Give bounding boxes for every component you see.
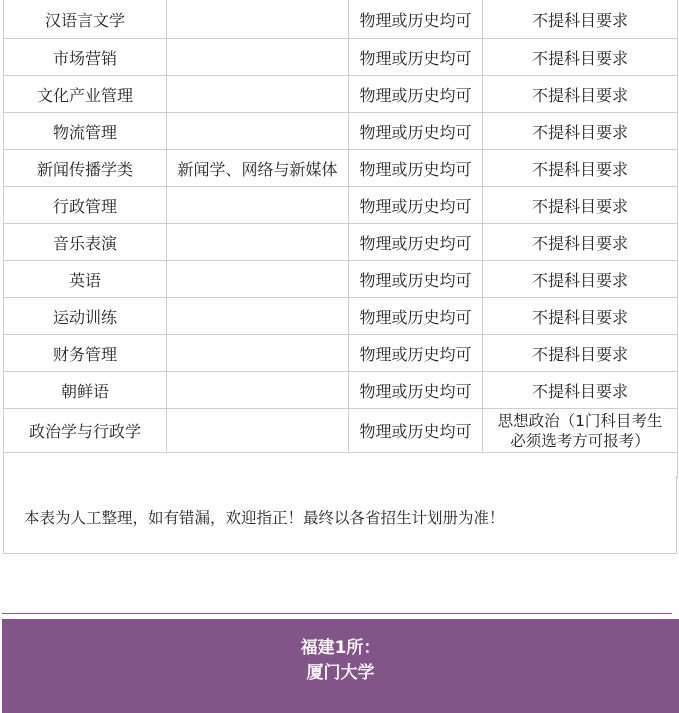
major-cell: 财务管理 (4, 335, 167, 372)
table-row (4, 0, 678, 39)
category-cell (167, 76, 349, 113)
table-row (4, 261, 678, 298)
subject-cell: 物理或历史均可 (349, 372, 483, 409)
requirement-cell: 不提科目要求 (483, 372, 678, 409)
subject-cell: 物理或历史均可 (349, 409, 483, 453)
category-cell (167, 113, 349, 150)
table-row (4, 76, 678, 113)
category-cell (167, 335, 349, 372)
section-divider (2, 613, 672, 614)
subject-cell: 物理或历史均可 (349, 298, 483, 335)
table-row (4, 150, 678, 187)
table-row (4, 409, 678, 453)
requirement-cell: 不提科目要求 (483, 298, 678, 335)
subject-cell: 物理或历史均可 (349, 335, 483, 372)
requirement-cell: 不提科目要求 (483, 224, 678, 261)
category-cell (167, 187, 349, 224)
major-cell: 英语 (4, 261, 167, 298)
subject-cell: 物理或历史均可 (349, 150, 483, 187)
requirement-cell: 不提科目要求 (483, 113, 678, 150)
table-row (4, 187, 678, 224)
subject-cell: 物理或历史均可 (349, 113, 483, 150)
table-row (4, 224, 678, 261)
table-row (4, 39, 678, 76)
major-cell: 新闻传播学类 (4, 150, 167, 187)
majors-table-container (3, 0, 677, 479)
note-text: 本表为人工整理，如有错漏，欢迎指正！最终以各省招生计划册为准！ (24, 509, 505, 527)
requirement-line: 思想政治（1门科目考生 (497, 411, 663, 430)
school-name: 厦门大学 (306, 663, 375, 683)
major-cell: 政治学与行政学 (4, 409, 167, 453)
major-cell: 运动训练 (4, 298, 167, 335)
requirement-cell: 不提科目要求 (483, 39, 678, 76)
requirement-cell: 不提科目要求 (483, 76, 678, 113)
major-cell: 音乐表演 (4, 224, 167, 261)
subject-cell: 物理或历史均可 (349, 39, 483, 76)
major-cell: 行政管理 (4, 187, 167, 224)
table-row (4, 372, 678, 409)
section-header (2, 619, 679, 713)
requirement-cell: 不提科目要求 (483, 187, 678, 224)
table-row (4, 298, 678, 335)
category-cell (167, 0, 349, 39)
major-cell: 物流管理 (4, 113, 167, 150)
subject-cell: 物理或历史均可 (349, 224, 483, 261)
category-cell (167, 409, 349, 453)
major-cell: 文化产业管理 (4, 76, 167, 113)
requirement-cell: 不提科目要求 (483, 261, 678, 298)
table-row (4, 113, 678, 150)
major-cell: 市场营销 (4, 39, 167, 76)
requirement-line: 必须选考方可报考） (510, 431, 650, 450)
note-box (3, 476, 677, 554)
requirement-cell: 不提科目要求 (483, 0, 678, 39)
category-cell (167, 261, 349, 298)
subject-cell: 物理或历史均可 (349, 187, 483, 224)
subject-cell: 物理或历史均可 (349, 0, 483, 39)
category-cell (167, 372, 349, 409)
section-title: 福建1所： (300, 638, 381, 658)
category-cell (167, 39, 349, 76)
category-cell (167, 298, 349, 335)
majors-table (3, 0, 678, 479)
subject-cell: 物理或历史均可 (349, 76, 483, 113)
major-cell: 朝鲜语 (4, 372, 167, 409)
requirement-cell (483, 409, 678, 453)
requirement-cell: 不提科目要求 (483, 335, 678, 372)
subject-cell: 物理或历史均可 (349, 261, 483, 298)
category-cell (167, 224, 349, 261)
requirement-cell: 不提科目要求 (483, 150, 678, 187)
category-cell: 新闻学、网络与新媒体 (167, 150, 349, 187)
table-row (4, 335, 678, 372)
major-cell: 汉语言文学 (4, 0, 167, 39)
